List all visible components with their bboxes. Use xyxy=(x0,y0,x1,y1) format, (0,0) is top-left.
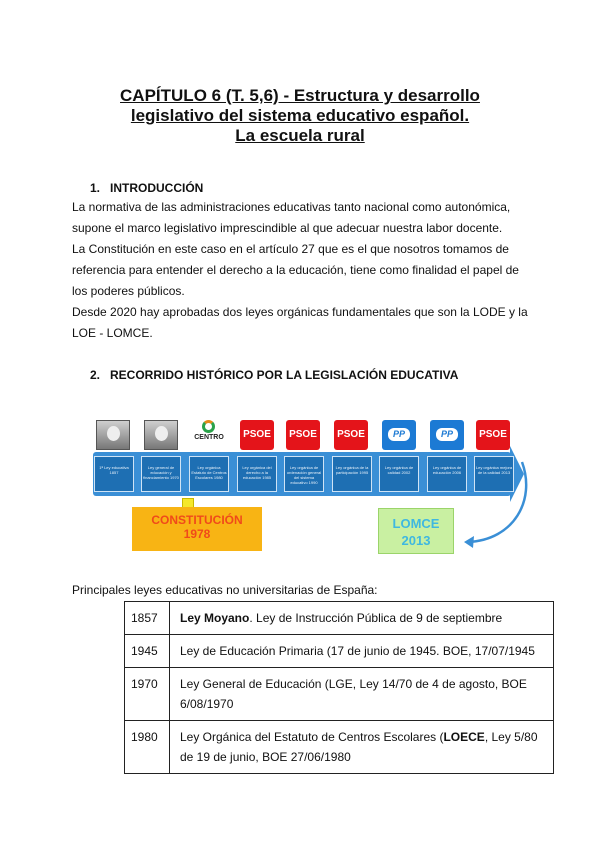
law-cell: Ley Orgánica del Estatuto de Centros Escolares (LOECE, Ley 5/80 de 19 de junio, BOE 27/06/1980 xyxy=(170,721,554,774)
pp-logo xyxy=(382,420,416,450)
table-row xyxy=(125,602,554,635)
title-line-3: La escuela rural xyxy=(235,126,365,145)
pp-logo xyxy=(430,420,464,450)
laws-table xyxy=(124,601,554,774)
section-2-title: RECORRIDO HISTÓRICO POR LA LEGISLACIÓN EDUCATIVA xyxy=(110,368,459,382)
lomce-title: LOMCE xyxy=(392,516,440,531)
ucd-label: CENTRO xyxy=(194,434,224,441)
law-name: Ley Moyano xyxy=(180,611,250,625)
psoe-logo: PSOE xyxy=(334,420,368,450)
year-cell: 1970 xyxy=(125,668,170,721)
title-line-1: CAPÍTULO 6 (T. 5,6) - Estructura y desarrollo xyxy=(120,86,480,105)
law-cell: Ley General de Educación (LGE, Ley 14/70 de 4 de agosto, BOE 6/08/1970 xyxy=(170,668,554,721)
law-cell: Ley Moyano. Ley de Instrucción Pública de 9 de septiembre xyxy=(170,602,554,635)
table-intro: Principales leyes educativas no universitarias de España: xyxy=(72,583,378,597)
constitucion-label xyxy=(132,507,262,551)
timeline-box: Ley orgánica de la participación 1995 xyxy=(332,456,372,492)
legislation-timeline xyxy=(88,410,528,570)
timeline-box: Ley orgánica Estatuto de Centros Escolares 1980 xyxy=(189,456,229,492)
portrait-icon xyxy=(144,420,178,450)
lomce-year: 2013 xyxy=(401,533,431,548)
psoe-logo: PSOE xyxy=(286,420,320,450)
section-2-number: 2. xyxy=(90,368,101,382)
lomce-label xyxy=(378,508,454,554)
document-title xyxy=(60,86,540,146)
section-1-heading xyxy=(90,181,203,195)
timeline-box: Ley orgánica de calidad 2002 xyxy=(379,456,419,492)
year-cell: 1945 xyxy=(125,635,170,668)
section-1-title: INTRODUCCIÓN xyxy=(110,181,204,195)
timeline-box: Ley orgánica mejora de la calidad 2013 xyxy=(474,456,514,492)
psoe-logo: PSOE xyxy=(240,420,274,450)
ucd-logo xyxy=(192,420,226,450)
table-row xyxy=(125,721,554,774)
paragraph: La normativa de las administraciones educativas tanto nacional como autonómica, supone el marco legislativo imprescindible al que adecuar nuestra labor docente. xyxy=(72,200,511,235)
ucd-emblem-icon xyxy=(202,420,215,433)
portrait-icon xyxy=(96,420,130,450)
year-cell: 1980 xyxy=(125,721,170,774)
timeline-box: 1ª Ley educativa 1857 xyxy=(94,456,134,492)
timeline-box: Ley orgánica de educación 2006 xyxy=(427,456,467,492)
section-2-heading xyxy=(90,368,458,382)
constitucion-title: CONSTITUCIÓN xyxy=(151,513,243,527)
year-cell: 1857 xyxy=(125,602,170,635)
paragraph: La Constitución en este caso en el artículo 27 que es el que nosotros tomamos de referencia para entender el derecho a la educación, tiene como finalidad el papel de los poderes públicos. xyxy=(72,242,519,298)
law-acronym: LOECE xyxy=(443,730,485,744)
section-1-number: 1. xyxy=(90,181,101,195)
constitucion-year: 1978 xyxy=(183,527,211,541)
curved-arrow-icon xyxy=(464,460,534,550)
table-row xyxy=(125,635,554,668)
table-row xyxy=(125,668,554,721)
timeline-box: Ley orgánica del derecho a la educación 1985 xyxy=(237,456,277,492)
title-line-2: legislativo del sistema educativo español. xyxy=(130,106,470,125)
section-1-body xyxy=(72,197,532,344)
psoe-logo: PSOE xyxy=(476,420,510,450)
law-cell: Ley de Educación Primaria (17 de junio de 1945. BOE, 17/07/1945 xyxy=(170,635,554,668)
timeline-box: Ley orgánica de ordenación general del sistema educativo 1990 xyxy=(284,456,324,492)
paragraph: Desde 2020 hay aprobadas dos leyes orgánicas fundamentales que son la LODE y la LOE - LOMCE. xyxy=(72,305,528,340)
timeline-box: Ley general de educación y financiamiento 1970 xyxy=(141,456,181,492)
